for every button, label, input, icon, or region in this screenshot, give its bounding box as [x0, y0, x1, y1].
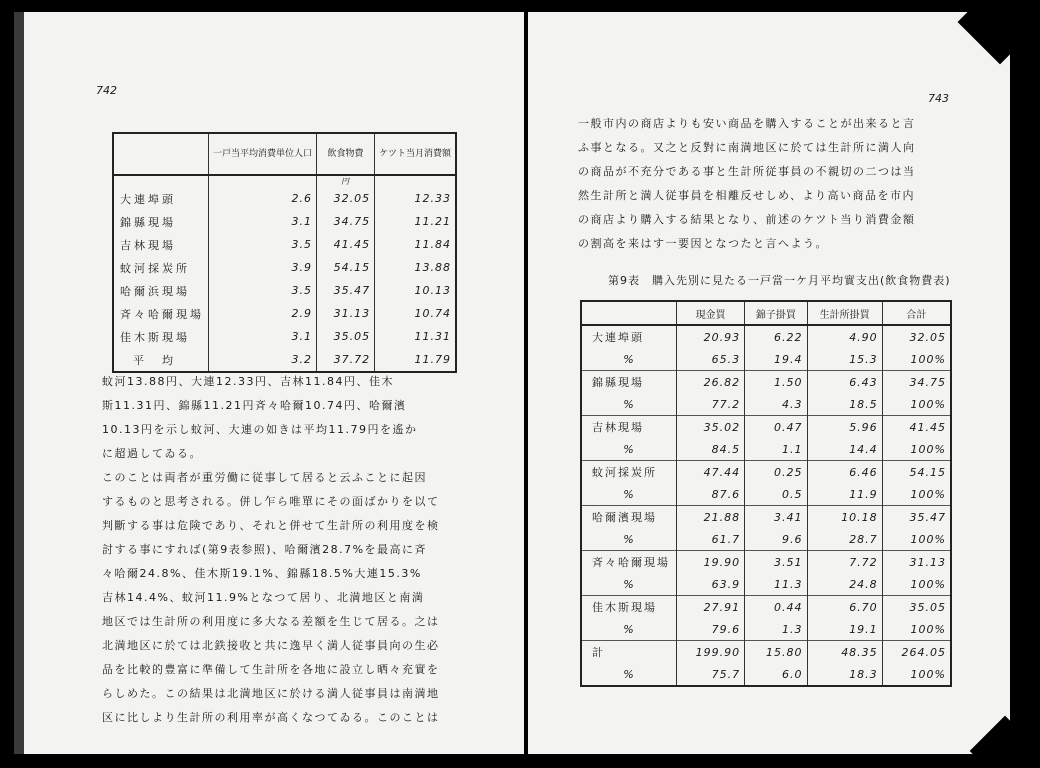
row-label: 蚊河採炭所 — [581, 461, 677, 484]
table-row — [581, 528, 951, 551]
table-cell: 11.21 — [375, 210, 456, 233]
row-label: % — [581, 438, 677, 461]
table-cell: 6.46 — [807, 461, 882, 484]
table-cell: 75.7 — [677, 663, 745, 686]
table-cell: 14.4 — [807, 438, 882, 461]
text-line: の商品が不充分である事と生計所従事員の不親切の二つは当 — [578, 165, 916, 178]
table-cell: 100% — [882, 528, 951, 551]
table-cell: 32.05 — [882, 325, 951, 348]
unit-cell: 円 — [317, 175, 375, 187]
table-cell: 0.5 — [745, 483, 807, 506]
consumption-table — [112, 132, 457, 373]
row-label: 大連埠頭 — [581, 325, 677, 348]
table-cell: 32.05 — [317, 187, 375, 210]
table-cell: 26.82 — [677, 371, 745, 394]
table-cell: 34.75 — [317, 210, 375, 233]
table-cell: 63.9 — [677, 573, 745, 596]
table-cell: 18.3 — [807, 663, 882, 686]
row-label: 斉々哈爾現場 — [581, 551, 677, 574]
row-label: 平均 — [133, 353, 191, 367]
table-cell: 61.7 — [677, 528, 745, 551]
table-row — [581, 663, 951, 686]
table-cell: 11.79 — [375, 348, 456, 372]
text-line: 討する事にすれば(第9表参照)、哈爾濱28.7%を最高に斉 — [102, 543, 428, 556]
text-line: の商店より購入する結果となり、前述のケツト当り消費金額 — [578, 213, 916, 226]
table-row — [581, 596, 951, 619]
table-cell: 100% — [882, 483, 951, 506]
text-line: らしめた。この結果は北満地区に於ける満人従事員は南満地 — [102, 687, 440, 700]
table-row — [581, 641, 951, 664]
table-header: 飲食物費 — [317, 133, 375, 175]
table-cell: 6.22 — [745, 325, 807, 348]
table-cell: 4.90 — [807, 325, 882, 348]
table-row — [113, 325, 456, 348]
table-row — [581, 618, 951, 641]
table-row — [581, 461, 951, 484]
table-cell: 31.13 — [317, 302, 375, 325]
table-cell: 48.35 — [807, 641, 882, 664]
table-header: 生計所掛買 — [807, 301, 882, 325]
table-cell: 34.75 — [882, 371, 951, 394]
table-header: 現金買 — [677, 301, 745, 325]
table-cell: 100% — [882, 618, 951, 641]
row-label: 吉林現場 — [120, 238, 176, 252]
text-line: 一般市内の商店よりも安い商品を購入することが出来ると言 — [578, 117, 916, 130]
table-cell: 24.8 — [807, 573, 882, 596]
text-line: 蚊河13.88円、大連12.33円、吉林11.84円、佳木 — [102, 375, 394, 388]
table-cell: 35.47 — [317, 279, 375, 302]
table-cell: 9.6 — [745, 528, 807, 551]
table-header-row — [581, 301, 951, 325]
table-cell: 100% — [882, 348, 951, 371]
table-header — [581, 301, 677, 325]
row-label: 佳木斯現場 — [120, 330, 190, 344]
row-label: 錦縣現場 — [120, 215, 176, 229]
row-label: % — [581, 618, 677, 641]
table-cell: 35.05 — [882, 596, 951, 619]
table-cell: 100% — [882, 663, 951, 686]
table-cell: 1.3 — [745, 618, 807, 641]
row-label: 佳木斯現場 — [581, 596, 677, 619]
table-header-row — [113, 133, 456, 175]
table-row — [581, 551, 951, 574]
table-cell: 10.13 — [375, 279, 456, 302]
text-line: 区に比しより生計所の利用率が高くなつてゐる。このことは — [102, 711, 440, 724]
table-cell: 18.5 — [807, 393, 882, 416]
table-row — [581, 416, 951, 439]
table-cell: 3.2 — [209, 348, 317, 372]
table-header: 合計 — [882, 301, 951, 325]
table-cell: 0.25 — [745, 461, 807, 484]
table-title: 第9表 購入先別に見たる一戸當一ケ月平均實支出(飲食物費表) — [608, 274, 951, 287]
table-cell: 100% — [882, 573, 951, 596]
row-label: % — [581, 483, 677, 506]
table-cell: 27.91 — [677, 596, 745, 619]
table-cell: 11.84 — [375, 233, 456, 256]
table-cell: 19.4 — [745, 348, 807, 371]
table-cell: 2.6 — [209, 187, 317, 210]
row-label: % — [581, 528, 677, 551]
paragraph — [578, 112, 988, 256]
table-cell: 3.1 — [209, 210, 317, 233]
table-row — [113, 256, 456, 279]
unit-cell — [375, 175, 456, 187]
table-cell: 15.80 — [745, 641, 807, 664]
unit-cell — [209, 175, 317, 187]
row-label: % — [581, 393, 677, 416]
text-line: するものと思考される。併し乍ら唯單にその面ばかりを以て — [102, 495, 440, 508]
table-cell: 47.44 — [677, 461, 745, 484]
table-cell: 100% — [882, 438, 951, 461]
table-cell: 20.93 — [677, 325, 745, 348]
text-line: 々哈爾24.8%、佳木斯19.1%、錦縣18.5%大連15.3% — [102, 567, 422, 580]
table-cell: 21.88 — [677, 506, 745, 529]
text-line: 然生計所と満人従事員を相離反せしめ、より高い商品を市内 — [578, 189, 916, 202]
table-cell: 35.02 — [677, 416, 745, 439]
table-cell: 41.45 — [317, 233, 375, 256]
table-cell: 10.74 — [375, 302, 456, 325]
table-header: 錦子掛買 — [745, 301, 807, 325]
row-label: % — [581, 573, 677, 596]
unit-cell — [113, 175, 209, 187]
table-row — [581, 573, 951, 596]
table-cell: 11.31 — [375, 325, 456, 348]
table-row — [581, 371, 951, 394]
row-label: 錦縣現場 — [581, 371, 677, 394]
page-corner — [970, 716, 1010, 754]
text-line: 品を比較的豊富に準備して生計所を各地に設立し晒々充實を — [102, 663, 440, 676]
table-cell: 13.88 — [375, 256, 456, 279]
table-cell: 3.51 — [745, 551, 807, 574]
table-cell: 31.13 — [882, 551, 951, 574]
table-cell: 0.47 — [745, 416, 807, 439]
table-row — [581, 506, 951, 529]
paragraph — [102, 370, 522, 730]
table-row — [113, 210, 456, 233]
table-cell: 5.96 — [807, 416, 882, 439]
table-cell: 54.15 — [882, 461, 951, 484]
table-header — [113, 133, 209, 175]
table-cell: 19.90 — [677, 551, 745, 574]
text-line: 吉林14.4%、蚊河11.9%となつて居り、北満地区と南満 — [102, 591, 425, 604]
page-number: 742 — [96, 84, 117, 97]
text-line: 北満地区に於ては北鉄接收と共に逸早く満人従事員向の生必 — [102, 639, 440, 652]
table-row — [581, 348, 951, 371]
table-cell: 35.47 — [882, 506, 951, 529]
table-row — [581, 325, 951, 348]
table-cell: 77.2 — [677, 393, 745, 416]
table-cell: 4.3 — [745, 393, 807, 416]
table-cell: 28.7 — [807, 528, 882, 551]
table-cell: 41.45 — [882, 416, 951, 439]
table-cell: 6.0 — [745, 663, 807, 686]
table-row — [113, 233, 456, 256]
table-row — [113, 187, 456, 210]
row-label: 計 — [581, 641, 677, 664]
table-cell: 1.1 — [745, 438, 807, 461]
table-cell: 3.41 — [745, 506, 807, 529]
text-line: ふ事となる。又之と反對に南満地区に於ては生計所に満人向 — [578, 141, 916, 154]
table-cell: 6.43 — [807, 371, 882, 394]
row-label: 吉林現場 — [581, 416, 677, 439]
page-number: 743 — [928, 92, 949, 105]
table-cell: 6.70 — [807, 596, 882, 619]
table-cell: 199.90 — [677, 641, 745, 664]
table-cell: 79.6 — [677, 618, 745, 641]
table-cell: 3.9 — [209, 256, 317, 279]
table-cell: 37.72 — [317, 348, 375, 372]
purchase-table — [580, 300, 952, 687]
table-row — [113, 348, 456, 372]
table-cell: 87.6 — [677, 483, 745, 506]
unit-row — [113, 175, 456, 187]
table-cell: 10.18 — [807, 506, 882, 529]
table-cell: 0.44 — [745, 596, 807, 619]
table-cell: 12.33 — [375, 187, 456, 210]
right-page — [528, 12, 1010, 754]
page-corner — [958, 12, 1010, 64]
table-cell: 3.1 — [209, 325, 317, 348]
table-cell: 1.50 — [745, 371, 807, 394]
text-line: このことは両者が重労働に従事して居ると云ふことに起因 — [102, 471, 427, 484]
table-row — [581, 438, 951, 461]
table-cell: 15.3 — [807, 348, 882, 371]
table-header: ケツト当月消費額 — [375, 133, 456, 175]
table-cell: 65.3 — [677, 348, 745, 371]
table-row — [581, 393, 951, 416]
table-cell: 7.72 — [807, 551, 882, 574]
table-cell: 84.5 — [677, 438, 745, 461]
row-label: % — [581, 348, 677, 371]
text-line: 斯11.31円、錦縣11.21円斉々哈爾10.74円、哈爾濱 — [102, 399, 407, 412]
table-row — [113, 302, 456, 325]
row-label: 斉々哈爾現場 — [120, 307, 204, 321]
table-row — [581, 483, 951, 506]
row-label: 蚊河採炭所 — [120, 261, 190, 275]
table-cell: 100% — [882, 393, 951, 416]
table-cell: 3.5 — [209, 279, 317, 302]
table-cell: 2.9 — [209, 302, 317, 325]
left-page — [14, 12, 524, 754]
text-line: 判斷する事は危険であり、それと併せて生計所の利用度を検 — [102, 519, 440, 532]
table-cell: 264.05 — [882, 641, 951, 664]
table-header: 一戸当平均消費単位人口 — [209, 133, 317, 175]
table-row — [113, 279, 456, 302]
row-label: 哈爾浜現場 — [120, 284, 190, 298]
text-line: に超過してゐる。 — [102, 447, 202, 460]
text-line: 10.13円を示し蚊河、大連の如きは平均11.79円を遙か — [102, 423, 418, 436]
table-cell: 3.5 — [209, 233, 317, 256]
text-line: の割高を来はす一要因となつたと言へよう。 — [578, 237, 828, 250]
row-label: 大連埠頭 — [120, 192, 176, 206]
table-cell: 11.9 — [807, 483, 882, 506]
table-cell: 11.3 — [745, 573, 807, 596]
table-cell: 19.1 — [807, 618, 882, 641]
table-cell: 54.15 — [317, 256, 375, 279]
row-label: 哈爾濱現場 — [581, 506, 677, 529]
table-cell: 35.05 — [317, 325, 375, 348]
text-line: 地区では生計所の利用度に多大なる差額を生じて居る。之は — [102, 615, 440, 628]
row-label: % — [581, 663, 677, 686]
